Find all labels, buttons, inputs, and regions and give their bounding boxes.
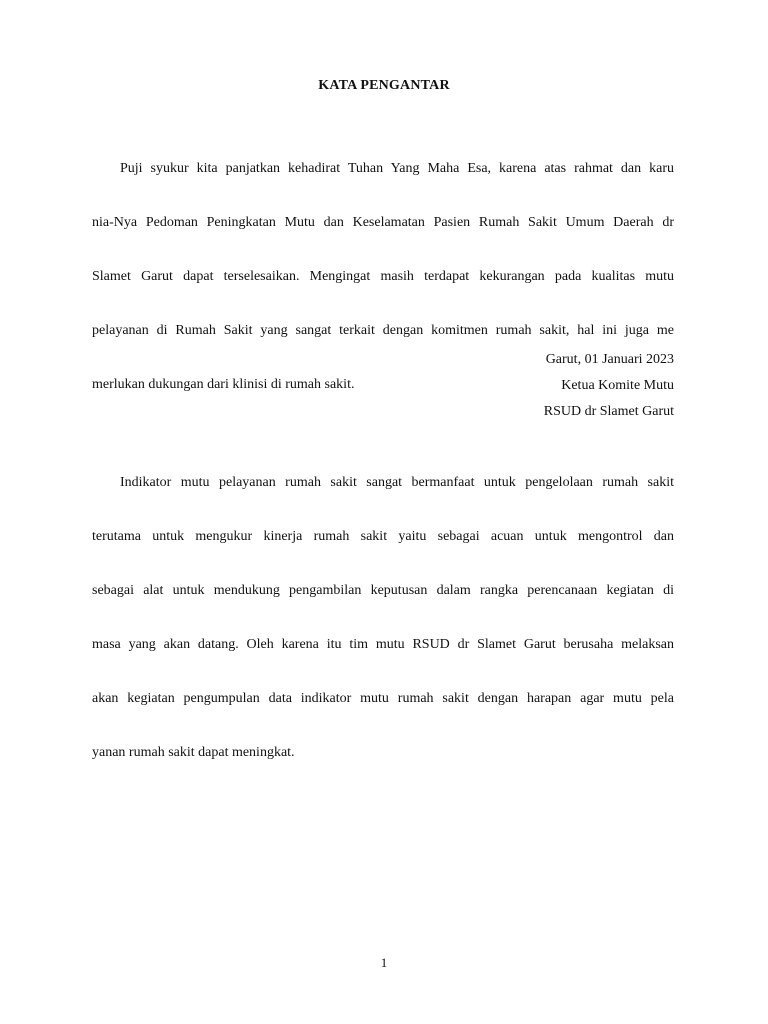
paragraph-1-line-5: merlukan dukungan dari klinisi di rumah sakit. [92, 377, 355, 392]
paragraph-2 [92, 438, 674, 798]
paragraph-2-line-4: masa yang akan datang. Oleh karena itu tim mutu RSUD dr Slamet Garut berusaha melaksan [92, 637, 674, 652]
paragraph-1-line-3: Slamet Garut dapat terselesaikan. Mengingat masih terdapat kekurangan pada kualitas mutu [92, 269, 674, 284]
paragraph-1-line-1: Puji syukur kita panjatkan kehadirat Tuhan Yang Maha Esa, karena atas rahmat dan karu [120, 161, 674, 176]
paragraph-2-line-1: Indikator mutu pelayanan rumah sakit sangat bermanfaat untuk pengelolaan rumah sakit [120, 475, 674, 490]
signature-block [544, 348, 674, 426]
paragraph-1-line-4: pelayanan di Rumah Sakit yang sangat terkait dengan komitmen rumah sakit, hal ini juga me [92, 323, 674, 338]
signature-place-date: Garut, 01 Januari 2023 [545, 352, 674, 367]
paragraph-1-line-2: nia-Nya Pedoman Peningkatan Mutu dan Keselamatan Pasien Rumah Sakit Umum Daerah dr [92, 215, 674, 230]
signature-position: Ketua Komite Mutu [561, 378, 674, 393]
paragraph-2-line-6: yanan rumah sakit dapat meningkat. [92, 745, 295, 760]
document-title: KATA PENGANTAR [318, 78, 450, 93]
page-number: 1 [380, 955, 388, 970]
signature-institution: RSUD dr Slamet Garut [543, 404, 674, 419]
paragraph-2-line-5: akan kegiatan pengumpulan data indikator mutu rumah sakit dengan harapan agar mutu pela [92, 691, 674, 706]
paragraph-2-line-2: terutama untuk mengukur kinerja rumah sakit yaitu sebagai acuan untuk mengontrol dan [92, 529, 674, 544]
paragraph-2-line-3: sebagai alat untuk mendukung pengambilan keputusan dalam rangka perencanaan kegiatan di [92, 583, 674, 598]
document-body [92, 124, 674, 806]
